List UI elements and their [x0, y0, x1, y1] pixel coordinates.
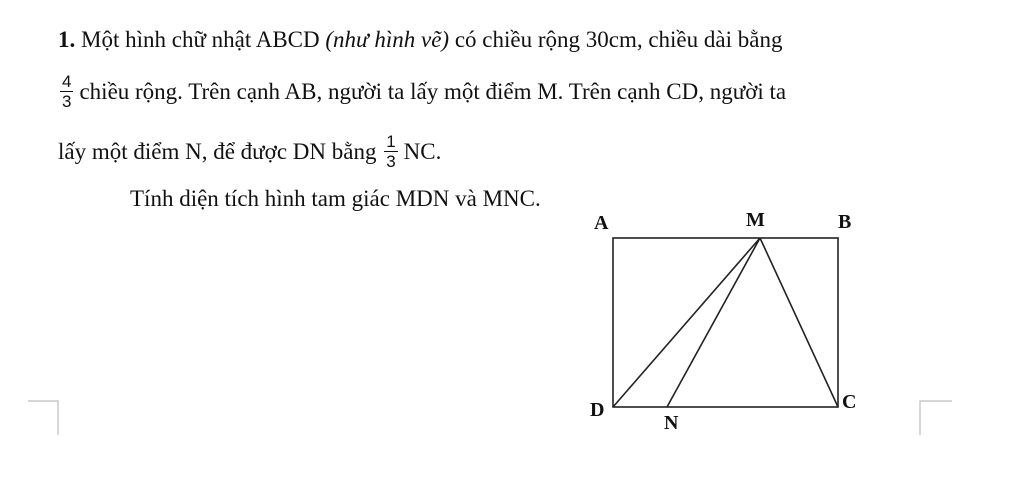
- margin-corner-right: [920, 401, 952, 435]
- problem-number: 1.: [58, 27, 76, 52]
- fraction-denominator: 3: [386, 152, 396, 171]
- label-c: C: [842, 391, 857, 413]
- label-a: A: [594, 212, 609, 234]
- problem-text-nc: NC.: [403, 138, 442, 164]
- rectangle-abcd: [613, 238, 838, 407]
- label-b: B: [838, 211, 852, 233]
- segment-md: [613, 238, 760, 407]
- problem-text-dn: lấy một điểm N, để được DN bằng: [58, 138, 377, 164]
- fraction-numerator: 1: [386, 132, 396, 151]
- label-d: D: [590, 399, 605, 421]
- problem-question: Tính diện tích hình tam giác MDN và MNC.: [130, 186, 541, 211]
- problem-text-width: có chiều rộng 30cm, chiều dài bằng: [449, 27, 783, 52]
- segment-mc: [760, 238, 838, 407]
- margin-corner-left: [28, 401, 58, 435]
- fraction-denominator: 3: [62, 92, 72, 111]
- figure-reference: (như hình vẽ): [325, 27, 450, 52]
- label-n: N: [664, 412, 679, 434]
- segment-mn: [667, 238, 760, 407]
- label-m: M: [746, 209, 765, 231]
- problem-text-start: Một hình chữ nhật ABCD: [81, 27, 326, 52]
- problem-text-points: chiều rộng. Trên cạnh AB, người ta lấy một điểm M. Trên cạnh CD, người ta: [79, 78, 787, 104]
- fraction-numerator: 4: [62, 72, 72, 91]
